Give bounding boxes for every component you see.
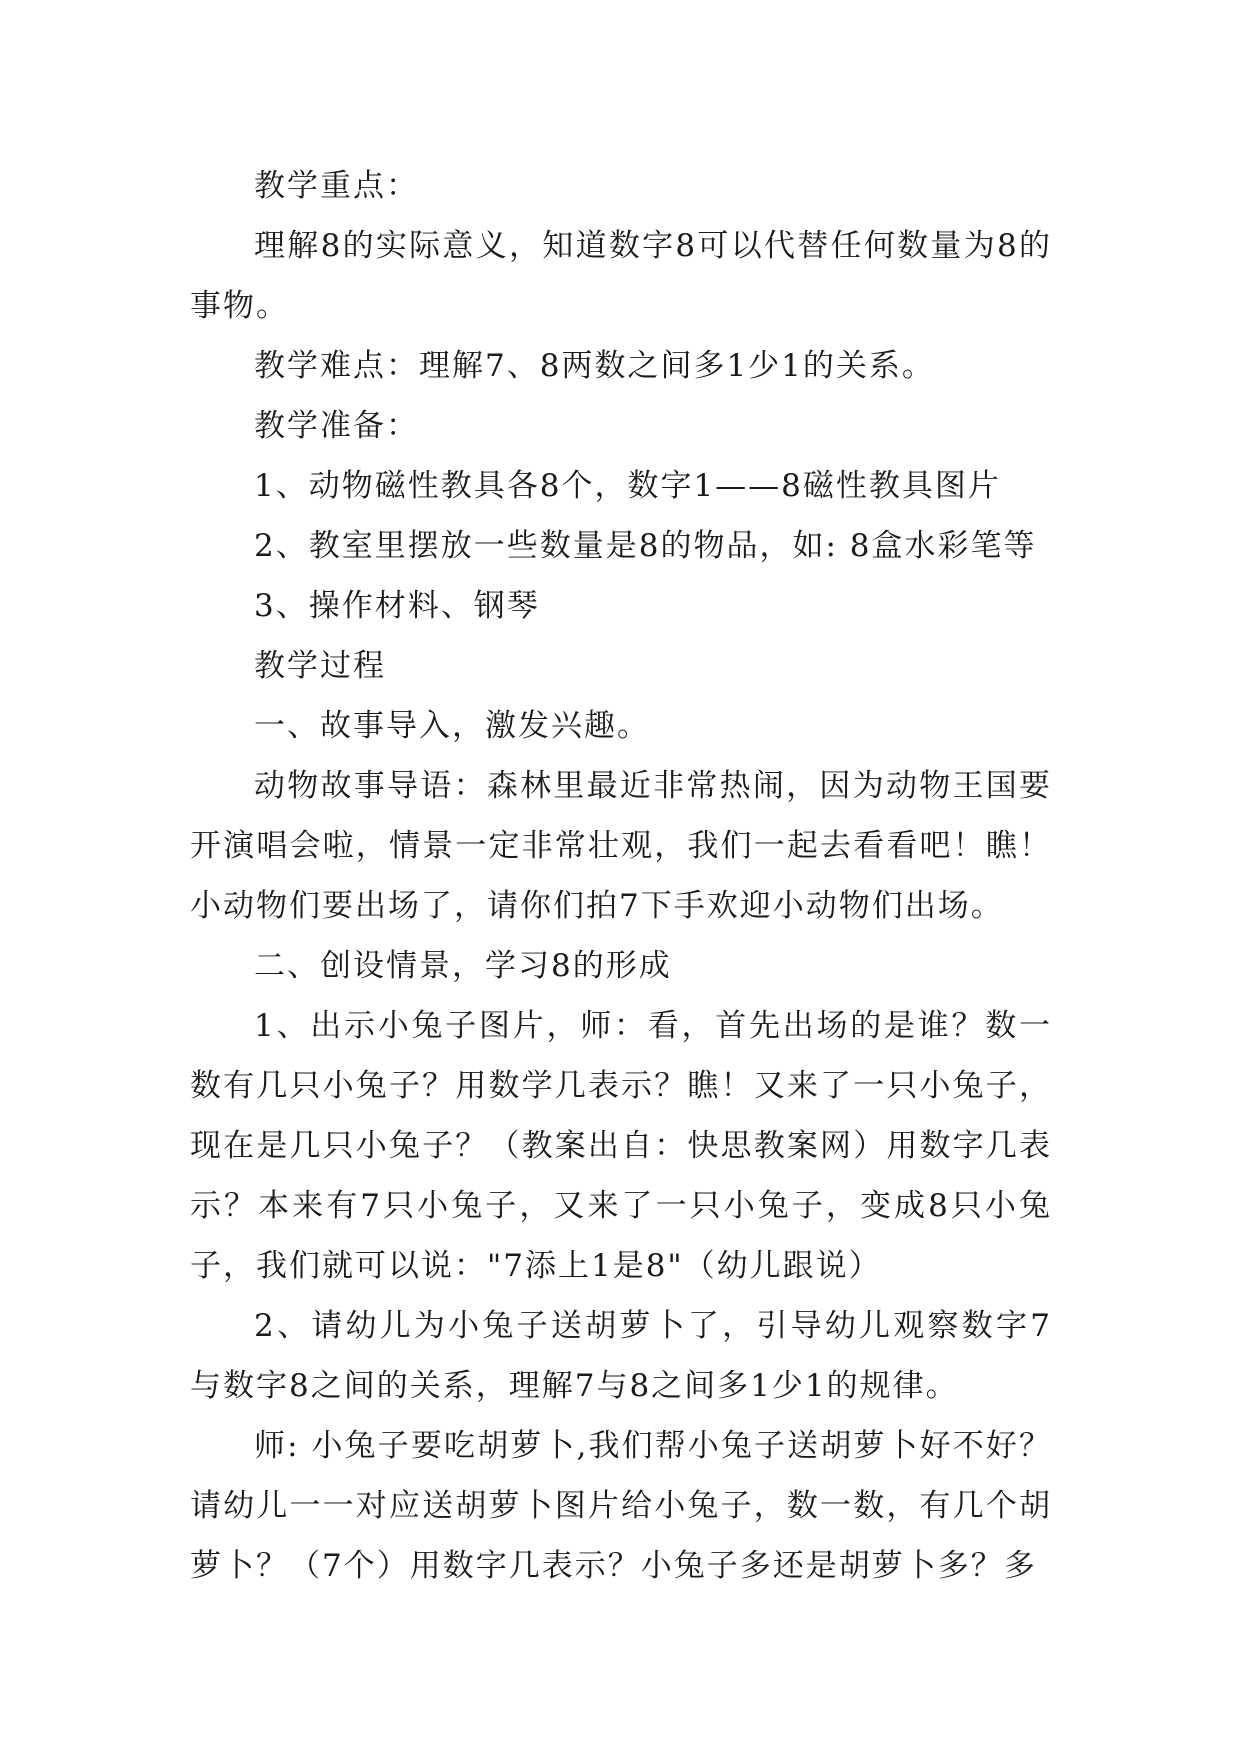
paragraph-section-two: 二、创设情景，学习8的形成 [254,948,672,984]
paragraph-preparation-2: 2、教室里摆放一些数量是8的物品，如: 8盒水彩笔等 [254,528,1037,564]
paragraph-teaching-focus-heading: 教学重点： [254,168,419,204]
paragraph-preparation-3: 3、操作材料、钢琴 [254,588,540,624]
paragraph-preparation-heading: 教学准备： [254,408,419,444]
paragraph-preparation-1: 1、动物磁性教具各8个，数字1——8磁性教具图片 [254,468,1001,504]
document-body [190,156,1052,1596]
paragraph-teacher-dialogue: 师: 小兔子要吃胡萝卜,我们帮小兔子送胡萝卜好不好？请幼儿一一对应送胡萝卜图片给小兔子，数一数，有几个胡萝卜？（7个）用数字几表示？小兔子多还是胡萝卜多？多 [190,1428,1052,1584]
paragraph-process-heading: 教学过程 [254,648,386,684]
paragraph-teaching-difficulty: 教学难点：理解7、8两数之间多1少1的关系。 [254,348,935,384]
paragraph-step-2: 2、请幼儿为小兔子送胡萝卜了，引导幼儿观察数字7与数字8之间的关系，理解7与8之间多1少1的规律。 [190,1308,1052,1404]
paragraph-teaching-focus: 理解8的实际意义，知道数字8可以代替任何数量为8的事物。 [190,228,1052,324]
paragraph-story-intro: 动物故事导语：森林里最近非常热闹，因为动物王国要开演唱会啦，情景一定非常壮观，我们一起去看看吧！瞧！小动物们要出场了，请你们拍7下手欢迎小动物们出场。 [190,768,1052,924]
paragraph-step-1: 1、出示小兔子图片，师：看，首先出场的是谁？数一数有几只小兔子？用数学几表示？瞧！又来了一只小兔子，现在是几只小兔子？（教案出自：快思教案网）用数字几表示？本来有7只小兔子，又来了一只小兔子，变成8只小兔子，我们就可以说："7添上1是8"（幼儿跟说） [190,1008,1052,1284]
paragraph-section-one: 一、故事导入，激发兴趣。 [254,708,650,744]
